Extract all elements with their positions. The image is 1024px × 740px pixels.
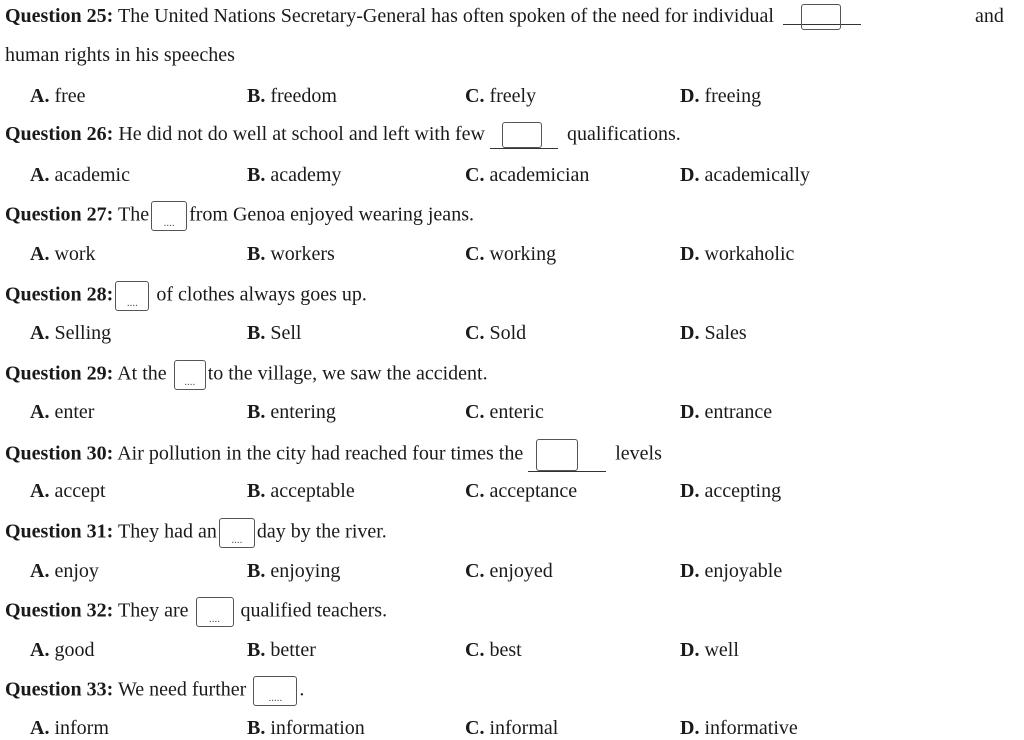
question-number: Question 27: bbox=[5, 203, 114, 226]
question-31 bbox=[5, 518, 387, 548]
option-b[interactable]: B. Sell bbox=[247, 322, 302, 344]
answer-blank[interactable] bbox=[536, 439, 578, 471]
option-a[interactable]: A. inform bbox=[30, 717, 109, 739]
question-33 bbox=[5, 676, 304, 706]
answer-blank[interactable]: .... bbox=[115, 281, 149, 311]
options-row-31 bbox=[0, 559, 1024, 583]
options-row-30 bbox=[0, 479, 1024, 503]
option-c[interactable]: C. enteric bbox=[465, 401, 544, 423]
question-number: Question 28: bbox=[5, 283, 114, 306]
answer-blank[interactable]: .... bbox=[196, 597, 234, 627]
question-text: They had an bbox=[113, 520, 217, 543]
option-a[interactable]: A. Selling bbox=[30, 322, 112, 344]
option-d[interactable]: D. accepting bbox=[680, 480, 782, 502]
question-number: Question 31: bbox=[5, 520, 114, 543]
question-25 bbox=[5, 4, 1004, 31]
option-a[interactable]: A. enjoy bbox=[30, 560, 99, 582]
option-a[interactable]: A. academic bbox=[30, 164, 130, 186]
answer-blank-line bbox=[528, 439, 606, 472]
option-c[interactable]: C. enjoyed bbox=[465, 560, 553, 582]
option-c[interactable]: C. working bbox=[465, 243, 557, 265]
option-b[interactable]: B. academy bbox=[247, 164, 342, 186]
answer-blank[interactable] bbox=[801, 4, 841, 30]
option-d[interactable]: D. academically bbox=[680, 164, 810, 186]
question-number: Question 32: bbox=[5, 599, 114, 622]
option-c[interactable]: C. academician bbox=[465, 164, 590, 186]
option-d[interactable]: D. enjoyable bbox=[680, 560, 783, 582]
options-row-28 bbox=[0, 321, 1024, 345]
option-d[interactable]: D. Sales bbox=[680, 322, 747, 344]
question-text: At the bbox=[113, 362, 167, 385]
question-text-end: and bbox=[975, 5, 1004, 27]
option-c[interactable]: C. informal bbox=[465, 717, 559, 739]
question-text-end: qualified teachers. bbox=[240, 599, 388, 622]
question-number: Question 30: bbox=[5, 442, 114, 465]
question-32 bbox=[5, 597, 387, 627]
option-b[interactable]: B. acceptable bbox=[247, 480, 355, 502]
option-b[interactable]: B. workers bbox=[247, 243, 335, 265]
question-text: We need further bbox=[113, 678, 247, 701]
option-b[interactable]: B. entering bbox=[247, 401, 336, 423]
question-text-end: levels bbox=[615, 442, 662, 465]
answer-blank-line bbox=[490, 122, 558, 149]
answer-blank-line bbox=[783, 0, 861, 25]
question-text-end: of clothes always goes up. bbox=[156, 283, 367, 306]
question-28 bbox=[5, 281, 367, 311]
options-row-32 bbox=[0, 638, 1024, 662]
option-d[interactable]: D. entrance bbox=[680, 401, 773, 423]
question-27 bbox=[5, 201, 474, 231]
question-text-end: qualifications. bbox=[566, 123, 681, 145]
question-26 bbox=[5, 122, 681, 149]
answer-blank[interactable]: .... bbox=[219, 518, 255, 548]
question-text-end: . bbox=[299, 678, 305, 701]
question-29 bbox=[5, 360, 488, 390]
answer-blank[interactable] bbox=[502, 122, 542, 148]
answer-blank[interactable]: .... bbox=[174, 360, 206, 390]
option-c[interactable]: C. best bbox=[465, 639, 522, 661]
option-b[interactable]: B. better bbox=[247, 639, 316, 661]
question-number: Question 25: bbox=[5, 5, 114, 27]
answer-blank[interactable]: ..... bbox=[253, 676, 297, 706]
option-d[interactable]: D. workaholic bbox=[680, 243, 795, 265]
question-number: Question 33: bbox=[5, 678, 114, 701]
option-a[interactable]: A. free bbox=[30, 85, 86, 107]
option-a[interactable]: A. good bbox=[30, 639, 95, 661]
question-30 bbox=[5, 439, 662, 472]
option-d[interactable]: D. informative bbox=[680, 717, 798, 739]
option-a[interactable]: A. work bbox=[30, 243, 96, 265]
question-number: Question 26: bbox=[5, 123, 114, 145]
question-text-end: day by the river. bbox=[256, 520, 387, 543]
question-number: Question 29: bbox=[5, 362, 114, 385]
option-a[interactable]: A. accept bbox=[30, 480, 106, 502]
question-text-line2: human rights in his speeches bbox=[5, 44, 235, 66]
option-c[interactable]: C. Sold bbox=[465, 322, 527, 344]
question-text: He did not do well at school and left with few bbox=[113, 123, 485, 145]
options-row-25 bbox=[0, 84, 1024, 108]
options-row-29 bbox=[0, 400, 1024, 424]
option-b[interactable]: B. freedom bbox=[247, 85, 337, 107]
answer-blank[interactable]: .... bbox=[151, 201, 187, 231]
option-d[interactable]: D. well bbox=[680, 639, 739, 661]
option-b[interactable]: B. enjoying bbox=[247, 560, 341, 582]
question-text-end: from Genoa enjoyed wearing jeans. bbox=[189, 203, 474, 226]
question-text: The United Nations Secretary-General has often spoken of the need for individual bbox=[113, 5, 774, 27]
option-a[interactable]: A. enter bbox=[30, 401, 95, 423]
option-d[interactable]: D. freeing bbox=[680, 85, 762, 107]
options-row-26 bbox=[0, 163, 1024, 187]
options-row-33 bbox=[0, 716, 1024, 740]
question-text: The bbox=[113, 203, 150, 226]
question-text: They are bbox=[113, 599, 189, 622]
question-text: Air pollution in the city had reached four times the bbox=[113, 442, 524, 465]
options-row-27 bbox=[0, 242, 1024, 266]
option-b[interactable]: B. information bbox=[247, 717, 365, 739]
option-c[interactable]: C. freely bbox=[465, 85, 537, 107]
question-text-end: to the village, we saw the accident. bbox=[207, 362, 488, 385]
option-c[interactable]: C. acceptance bbox=[465, 480, 578, 502]
